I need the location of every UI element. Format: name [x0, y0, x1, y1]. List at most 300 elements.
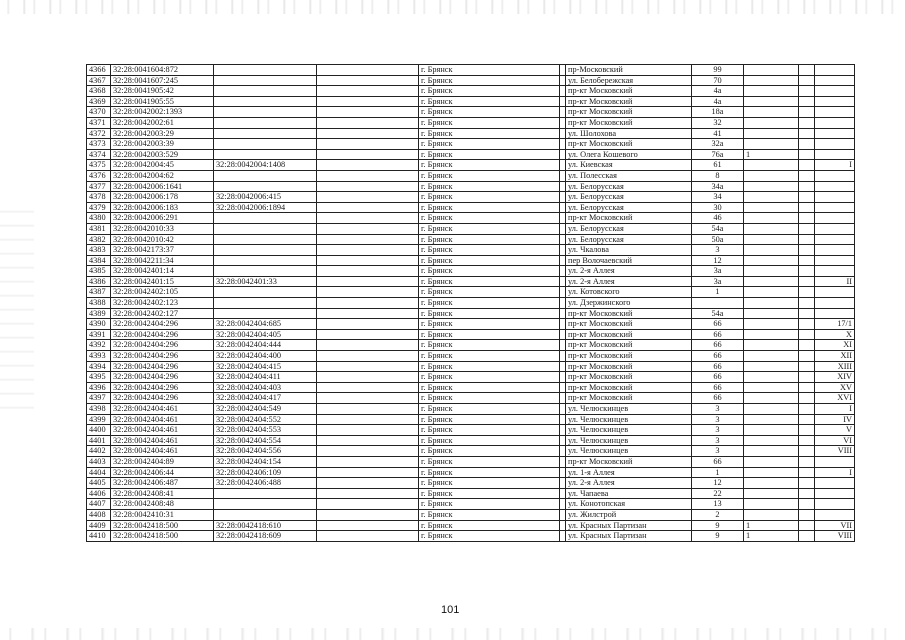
empty-cell: [317, 435, 419, 446]
row-number-cell: 4399: [87, 414, 111, 425]
room-number-cell: [815, 234, 855, 245]
house-number-cell: 70: [692, 75, 744, 86]
house-number-cell: 12: [692, 478, 744, 489]
building-cell: 1: [744, 149, 799, 160]
house-number-cell: 4а: [692, 96, 744, 107]
room-cadastral-number-cell: 32:28:0042404:411: [214, 372, 317, 383]
cadastral-number-cell: 32:28:0042002:1393: [111, 107, 214, 118]
cadastral-number-cell: 32:28:0042003:29: [111, 128, 214, 139]
room-number-cell: [815, 509, 855, 520]
building-cell: [744, 488, 799, 499]
scan-noise-left: [0, 200, 34, 420]
row-number-cell: 4375: [87, 160, 111, 171]
empty-cell: [799, 340, 815, 351]
row-number-cell: 4388: [87, 298, 111, 309]
empty-cell: [799, 404, 815, 415]
room-cadastral-number-cell: [214, 499, 317, 510]
empty-cell: [799, 509, 815, 520]
table-row: [87, 65, 855, 76]
empty-cell: [317, 245, 419, 256]
city-cell: г. Брянск: [419, 531, 560, 542]
cadastral-number-cell: 32:28:0042006:183: [111, 202, 214, 213]
empty-cell: [799, 65, 815, 76]
empty-cell: [799, 202, 815, 213]
street-cell: ул. Белорусская: [566, 192, 692, 203]
table-row: [87, 372, 855, 383]
empty-cell: [799, 149, 815, 160]
room-number-cell: [815, 149, 855, 160]
room-cadastral-number-cell: 32:28:0042404:415: [214, 361, 317, 372]
room-cadastral-number-cell: [214, 255, 317, 266]
cadastral-number-cell: 32:28:0042211:34: [111, 255, 214, 266]
row-number-cell: 4373: [87, 139, 111, 150]
table-row: [87, 298, 855, 309]
city-cell: г. Брянск: [419, 308, 560, 319]
row-number-cell: 4383: [87, 245, 111, 256]
cadastral-number-cell: 32:28:0042401:14: [111, 266, 214, 277]
city-cell: г. Брянск: [419, 266, 560, 277]
empty-cell: [317, 86, 419, 97]
building-cell: 1: [744, 520, 799, 531]
table-row: [87, 393, 855, 404]
house-number-cell: 32: [692, 117, 744, 128]
room-number-cell: [815, 255, 855, 266]
room-cadastral-number-cell: [214, 181, 317, 192]
empty-cell: [317, 478, 419, 489]
street-cell: ул. Белорусская: [566, 202, 692, 213]
building-cell: [744, 435, 799, 446]
empty-cell: [799, 266, 815, 277]
room-number-cell: [815, 86, 855, 97]
empty-cell: [799, 213, 815, 224]
house-number-cell: 22: [692, 488, 744, 499]
room-number-cell: XIV: [815, 372, 855, 383]
cadastral-number-cell: 32:28:0042404:461: [111, 404, 214, 415]
empty-cell: [799, 160, 815, 171]
row-number-cell: 4396: [87, 382, 111, 393]
city-cell: г. Брянск: [419, 128, 560, 139]
room-cadastral-number-cell: 32:28:0042418:610: [214, 520, 317, 531]
empty-cell: [317, 170, 419, 181]
cadastral-number-cell: 32:28:0042002:61: [111, 117, 214, 128]
cadastral-number-cell: 32:28:0042402:123: [111, 298, 214, 309]
building-cell: [744, 298, 799, 309]
room-cadastral-number-cell: [214, 128, 317, 139]
room-cadastral-number-cell: 32:28:0042404:556: [214, 446, 317, 457]
empty-cell: [317, 425, 419, 436]
empty-cell: [317, 213, 419, 224]
city-cell: г. Брянск: [419, 456, 560, 467]
city-cell: г. Брянск: [419, 287, 560, 298]
table-row: [87, 531, 855, 542]
empty-cell: [317, 456, 419, 467]
room-cadastral-number-cell: 32:28:0042404:154: [214, 456, 317, 467]
cadastral-number-cell: 32:28:0041905:42: [111, 86, 214, 97]
room-cadastral-number-cell: [214, 287, 317, 298]
street-cell: пр-кт Московский: [566, 393, 692, 404]
room-number-cell: [815, 499, 855, 510]
street-cell: ул. Жилстрой: [566, 509, 692, 520]
cadastral-number-cell: 32:28:0042006:291: [111, 213, 214, 224]
table-row: [87, 170, 855, 181]
empty-cell: [799, 467, 815, 478]
empty-cell: [317, 351, 419, 362]
city-cell: г. Брянск: [419, 319, 560, 330]
cadastral-number-cell: 32:28:0042173:37: [111, 245, 214, 256]
register-table-body: [87, 65, 855, 542]
street-cell: ул. 1-я Аллея: [566, 467, 692, 478]
city-cell: г. Брянск: [419, 234, 560, 245]
building-cell: [744, 478, 799, 489]
cadastral-number-cell: 32:28:0042004:62: [111, 170, 214, 181]
house-number-cell: 3: [692, 414, 744, 425]
row-number-cell: 4398: [87, 404, 111, 415]
street-cell: ул. Шолохова: [566, 128, 692, 139]
row-number-cell: 4402: [87, 446, 111, 457]
room-cadastral-number-cell: [214, 213, 317, 224]
empty-cell: [799, 393, 815, 404]
building-cell: [744, 308, 799, 319]
street-cell: пр-кт Московский: [566, 361, 692, 372]
empty-cell: [799, 117, 815, 128]
empty-cell: [317, 298, 419, 309]
building-cell: [744, 255, 799, 266]
house-number-cell: 3а: [692, 266, 744, 277]
cadastral-number-cell: 32:28:0041607:245: [111, 75, 214, 86]
empty-cell: [799, 234, 815, 245]
street-cell: ул. Красных Партизан: [566, 531, 692, 542]
cadastral-number-cell: 32:28:0042418:500: [111, 520, 214, 531]
city-cell: г. Брянск: [419, 393, 560, 404]
empty-cell: [317, 446, 419, 457]
room-cadastral-number-cell: [214, 245, 317, 256]
empty-cell: [799, 75, 815, 86]
room-number-cell: I: [815, 404, 855, 415]
city-cell: г. Брянск: [419, 107, 560, 118]
empty-cell: [317, 393, 419, 404]
room-number-cell: [815, 65, 855, 76]
room-number-cell: [815, 96, 855, 107]
empty-cell: [799, 520, 815, 531]
room-cadastral-number-cell: 32:28:0042404:444: [214, 340, 317, 351]
table-row: [87, 202, 855, 213]
empty-cell: [799, 478, 815, 489]
empty-cell: [317, 276, 419, 287]
building-cell: [744, 404, 799, 415]
row-number-cell: 4377: [87, 181, 111, 192]
empty-cell: [317, 520, 419, 531]
table-row: [87, 213, 855, 224]
table-row: [87, 139, 855, 150]
row-number-cell: 4405: [87, 478, 111, 489]
house-number-cell: 3: [692, 435, 744, 446]
street-cell: пр-кт Московский: [566, 340, 692, 351]
house-number-cell: 61: [692, 160, 744, 171]
empty-cell: [317, 287, 419, 298]
city-cell: г. Брянск: [419, 149, 560, 160]
house-number-cell: 66: [692, 319, 744, 330]
room-cadastral-number-cell: [214, 488, 317, 499]
city-cell: г. Брянск: [419, 382, 560, 393]
room-number-cell: [815, 170, 855, 181]
city-cell: г. Брянск: [419, 139, 560, 150]
table-row: [87, 245, 855, 256]
empty-cell: [317, 266, 419, 277]
room-cadastral-number-cell: [214, 117, 317, 128]
street-cell: ул. Красных Партизан: [566, 520, 692, 531]
house-number-cell: 34а: [692, 181, 744, 192]
table-row: [87, 128, 855, 139]
empty-cell: [799, 425, 815, 436]
street-cell: ул. Олега Кошевого: [566, 149, 692, 160]
table-row: [87, 435, 855, 446]
city-cell: г. Брянск: [419, 192, 560, 203]
table-row: [87, 509, 855, 520]
cadastral-number-cell: 32:28:0042006:1641: [111, 181, 214, 192]
cadastral-number-cell: 32:28:0042406:487: [111, 478, 214, 489]
city-cell: г. Брянск: [419, 160, 560, 171]
room-cadastral-number-cell: [214, 86, 317, 97]
table-row: [87, 86, 855, 97]
table-row: [87, 319, 855, 330]
room-number-cell: VII: [815, 520, 855, 531]
table-row: [87, 467, 855, 478]
empty-cell: [317, 372, 419, 383]
city-cell: г. Брянск: [419, 86, 560, 97]
row-number-cell: 4384: [87, 255, 111, 266]
building-cell: [744, 351, 799, 362]
table-row: [87, 287, 855, 298]
room-cadastral-number-cell: [214, 149, 317, 160]
building-cell: [744, 75, 799, 86]
table-row: [87, 361, 855, 372]
cadastral-number-cell: 32:28:0042404:296: [111, 340, 214, 351]
empty-cell: [317, 361, 419, 372]
empty-cell: [799, 361, 815, 372]
room-cadastral-number-cell: [214, 234, 317, 245]
room-cadastral-number-cell: [214, 65, 317, 76]
cadastral-number-cell: 32:28:0042404:296: [111, 319, 214, 330]
street-cell: ул. Белорусская: [566, 181, 692, 192]
building-cell: [744, 456, 799, 467]
room-number-cell: [815, 298, 855, 309]
house-number-cell: 66: [692, 382, 744, 393]
table-row: [87, 478, 855, 489]
row-number-cell: 4393: [87, 351, 111, 362]
building-cell: [744, 192, 799, 203]
city-cell: г. Брянск: [419, 351, 560, 362]
cadastral-number-cell: 32:28:0042010:42: [111, 234, 214, 245]
cadastral-number-cell: 32:28:0042404:296: [111, 361, 214, 372]
city-cell: г. Брянск: [419, 181, 560, 192]
empty-cell: [799, 308, 815, 319]
room-cadastral-number-cell: 32:28:0042404:549: [214, 404, 317, 415]
empty-cell: [799, 456, 815, 467]
street-cell: ул. Белорусская: [566, 223, 692, 234]
empty-cell: [317, 117, 419, 128]
room-number-cell: XV: [815, 382, 855, 393]
row-number-cell: 4369: [87, 96, 111, 107]
row-number-cell: 4381: [87, 223, 111, 234]
house-number-cell: 41: [692, 128, 744, 139]
street-cell: ул. Котовского: [566, 287, 692, 298]
room-cadastral-number-cell: [214, 266, 317, 277]
row-number-cell: 4390: [87, 319, 111, 330]
room-cadastral-number-cell: 32:28:0042404:552: [214, 414, 317, 425]
street-cell: ул. Челюскинцев: [566, 404, 692, 415]
room-cadastral-number-cell: [214, 139, 317, 150]
row-number-cell: 4403: [87, 456, 111, 467]
cadastral-number-cell: 32:28:0042402:105: [111, 287, 214, 298]
building-cell: [744, 276, 799, 287]
cadastral-number-cell: 32:28:0042404:296: [111, 382, 214, 393]
building-cell: [744, 372, 799, 383]
street-cell: пр-кт Московский: [566, 456, 692, 467]
empty-cell: [799, 531, 815, 542]
table-row: [87, 382, 855, 393]
table-row: [87, 340, 855, 351]
room-number-cell: [815, 117, 855, 128]
empty-cell: [799, 319, 815, 330]
empty-cell: [317, 192, 419, 203]
empty-cell: [799, 107, 815, 118]
room-number-cell: [815, 192, 855, 203]
city-cell: г. Брянск: [419, 245, 560, 256]
cadastral-number-cell: 32:28:0042406:44: [111, 467, 214, 478]
empty-cell: [799, 128, 815, 139]
empty-cell: [317, 488, 419, 499]
house-number-cell: 3: [692, 446, 744, 457]
room-cadastral-number-cell: 32:28:0042404:403: [214, 382, 317, 393]
empty-cell: [317, 531, 419, 542]
table-row: [87, 414, 855, 425]
table-row: [87, 329, 855, 340]
building-cell: [744, 509, 799, 520]
cadastral-number-cell: 32:28:0042408:41: [111, 488, 214, 499]
empty-cell: [799, 255, 815, 266]
table-row: [87, 160, 855, 171]
street-cell: пр-кт Московский: [566, 107, 692, 118]
room-number-cell: [815, 456, 855, 467]
house-number-cell: 54а: [692, 223, 744, 234]
room-number-cell: [815, 181, 855, 192]
house-number-cell: 50а: [692, 234, 744, 245]
row-number-cell: 4385: [87, 266, 111, 277]
row-number-cell: 4391: [87, 329, 111, 340]
house-number-cell: 9: [692, 520, 744, 531]
city-cell: г. Брянск: [419, 404, 560, 415]
table-row: [87, 499, 855, 510]
room-number-cell: 17/1: [815, 319, 855, 330]
row-number-cell: 4368: [87, 86, 111, 97]
room-cadastral-number-cell: [214, 223, 317, 234]
room-cadastral-number-cell: [214, 96, 317, 107]
empty-cell: [317, 382, 419, 393]
street-cell: пр-кт Московский: [566, 382, 692, 393]
empty-cell: [317, 181, 419, 192]
cadastral-number-cell: 32:28:0042410:31: [111, 509, 214, 520]
table-row: [87, 149, 855, 160]
empty-cell: [799, 435, 815, 446]
street-cell: ул. Конотопская: [566, 499, 692, 510]
room-cadastral-number-cell: 32:28:0042006:415: [214, 192, 317, 203]
building-cell: [744, 107, 799, 118]
room-number-cell: [815, 287, 855, 298]
row-number-cell: 4410: [87, 531, 111, 542]
room-cadastral-number-cell: 32:28:0042404:685: [214, 319, 317, 330]
building-cell: [744, 96, 799, 107]
row-number-cell: 4406: [87, 488, 111, 499]
row-number-cell: 4366: [87, 65, 111, 76]
house-number-cell: 66: [692, 340, 744, 351]
city-cell: г. Брянск: [419, 520, 560, 531]
city-cell: г. Брянск: [419, 488, 560, 499]
building-cell: [744, 128, 799, 139]
table-row: [87, 276, 855, 287]
row-number-cell: 4404: [87, 467, 111, 478]
empty-cell: [799, 245, 815, 256]
building-cell: [744, 223, 799, 234]
building-cell: [744, 266, 799, 277]
room-number-cell: XVI: [815, 393, 855, 404]
empty-cell: [799, 170, 815, 181]
row-number-cell: 4409: [87, 520, 111, 531]
building-cell: 1: [744, 531, 799, 542]
street-cell: пр-кт Московский: [566, 351, 692, 362]
city-cell: г. Брянск: [419, 414, 560, 425]
room-number-cell: [815, 107, 855, 118]
room-number-cell: I: [815, 160, 855, 171]
street-cell: пр-кт Московский: [566, 319, 692, 330]
room-cadastral-number-cell: [214, 308, 317, 319]
house-number-cell: [692, 298, 744, 309]
table-row: [87, 520, 855, 531]
city-cell: г. Брянск: [419, 478, 560, 489]
register-table: [86, 64, 855, 542]
empty-cell: [799, 287, 815, 298]
room-cadastral-number-cell: 32:28:0042404:417: [214, 393, 317, 404]
cadastral-number-cell: 32:28:0042408:48: [111, 499, 214, 510]
building-cell: [744, 467, 799, 478]
room-number-cell: II: [815, 276, 855, 287]
house-number-cell: 46: [692, 213, 744, 224]
room-number-cell: [815, 223, 855, 234]
house-number-cell: 30: [692, 202, 744, 213]
building-cell: [744, 319, 799, 330]
cadastral-number-cell: 32:28:0042404:296: [111, 329, 214, 340]
row-number-cell: 4370: [87, 107, 111, 118]
building-cell: [744, 425, 799, 436]
house-number-cell: 54а: [692, 308, 744, 319]
city-cell: г. Брянск: [419, 276, 560, 287]
room-cadastral-number-cell: 32:28:0042404:553: [214, 425, 317, 436]
house-number-cell: 66: [692, 329, 744, 340]
room-cadastral-number-cell: 32:28:0042418:609: [214, 531, 317, 542]
empty-cell: [317, 202, 419, 213]
room-number-cell: [815, 202, 855, 213]
street-cell: ул. Полесская: [566, 170, 692, 181]
empty-cell: [317, 499, 419, 510]
empty-cell: [799, 414, 815, 425]
table-row: [87, 181, 855, 192]
table-row: [87, 488, 855, 499]
cadastral-number-cell: 32:28:0042010:33: [111, 223, 214, 234]
house-number-cell: 2: [692, 509, 744, 520]
city-cell: г. Брянск: [419, 467, 560, 478]
street-cell: ул. Челюскинцев: [566, 425, 692, 436]
city-cell: г. Брянск: [419, 202, 560, 213]
house-number-cell: 76а: [692, 149, 744, 160]
